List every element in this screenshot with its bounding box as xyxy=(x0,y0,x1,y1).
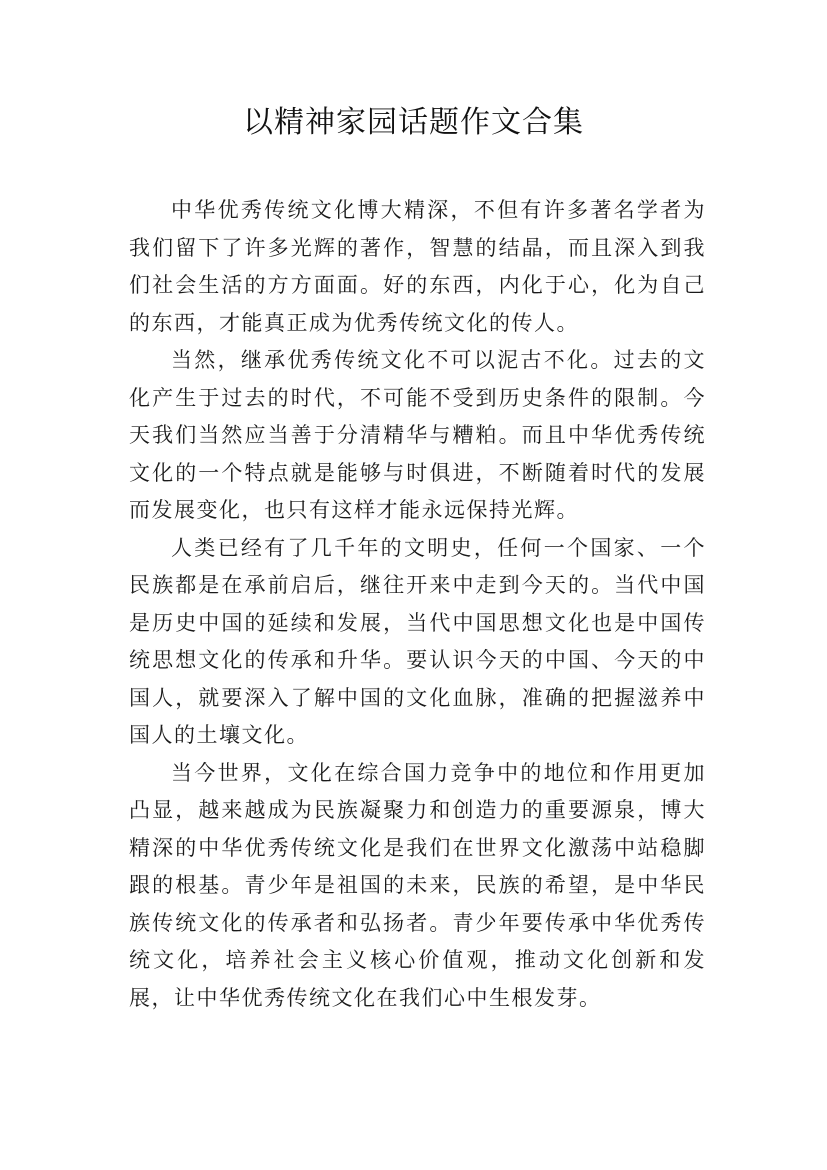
paragraph: 中华优秀传统文化博大精深，不但有许多著名学者为我们留下了许多光辉的著作，智慧的结晶，而且深入到我们社会生活的方方面面。好的东西，内化于心，化为自己的东西，才能真正成为优秀传统文化的传人。 xyxy=(129,198,706,335)
paragraph: 当然，继承优秀传统文化不可以泥古不化。过去的文化产生于过去的时代，不可能不受到历史条件的限制。今天我们当然应当善于分清精华与糟粕。而且中华优秀传统文化的一个特点就是能够与时俱进，不断随着时代的发展而发展变化，也只有这样才能永远保持光辉。 xyxy=(129,348,706,522)
paragraph: 人类已经有了几千年的文明史，任何一个国家、一个民族都是在承前启后，继往开来中走到今天的。当代中国是历史中国的延续和发展，当代中国思想文化也是中国传统思想文化的传承和升华。要认识今天的中国、今天的中国人，就要深入了解中国的文化血脉，准确的把握滋养中国人的土壤文化。 xyxy=(129,535,706,747)
document-body xyxy=(129,192,706,1017)
document-title: 以精神家园话题作文合集 xyxy=(243,105,584,140)
paragraph: 当今世界，文化在综合国力竞争中的地位和作用更加凸显，越来越成为民族凝聚力和创造力的重要源泉，博大精深的中华优秀传统文化是我们在世界文化激荡中站稳脚跟的根基。青少年是祖国的未来，民族的希望，是中华民族传统文化的传承者和弘扬者。青少年要传承中华优秀传统文化，培养社会主义核心价值观，推动文化创新和发展，让中华优秀传统文化在我们心中生根发芽。 xyxy=(129,760,706,1010)
